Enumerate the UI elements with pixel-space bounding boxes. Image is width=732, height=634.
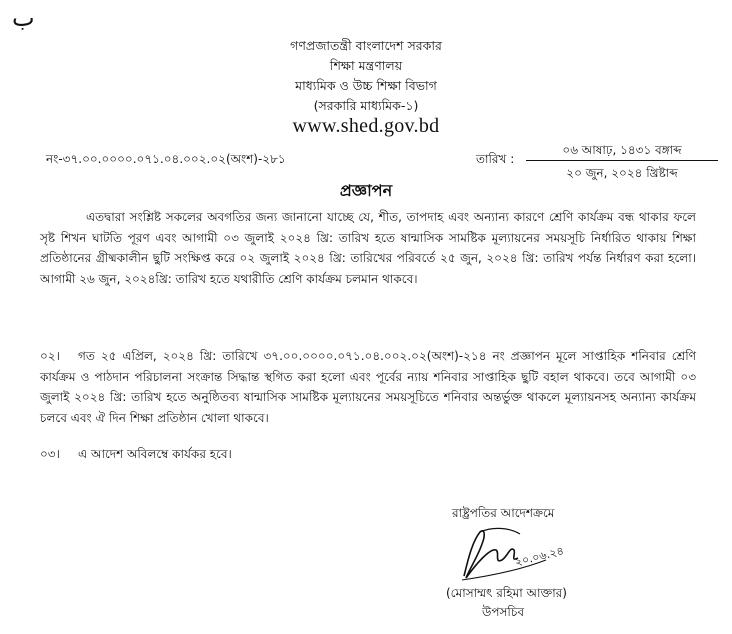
signature-date: ২০.০৬.২৪ [513,544,566,569]
date-label: তারিখ : [476,152,515,166]
signatory-designation: উপসচিব [482,605,525,619]
paragraph-2-text: গত ২৫ এপ্রিল, ২০২৪ খ্রি: তারিখে ৩৭.০০.০০০০.০৭১.০৪.০০২.০২(অংশ)-২১৪ নং প্রজ্ঞাপন মূলে সাপ্তাহিক শনিবার শ্রেণি কার্যক্রম ও পাঠদান পরিচালনা সংক্রান্ত সিদ্ধান্ত স্থগিত করা হলো এবং পূর্বের ন্যায় শনিবার সাপ্তাহিক ছুটি বহাল থাকবে। তবে আগামী ০৩ জুলাই ২০২৪ খ্রি: তারিখ হতে অনুষ্ঠিতব্য ষান্মাসিক সামষ্টিক মূল্যায়নের সময়সূচিতে শনিবার অন্তর্ভুক্ত থাকলে মূল্যায়নসহ অন্যান্য কার্যক্রম চলবে এবং ঐ দিন শিক্ষা প্রতিষ্ঠান খোলা থাকবে। [40,349,696,425]
signature-order-line: রাষ্ট্রপতির আদেশক্রমে [452,506,555,520]
header-website: www.shed.gov.bd [292,115,440,137]
date-gregorian: ২০ জুন, ২০২৪ খ্রিষ্টাব্দ [566,166,678,180]
date-bangla: ০৬ আষাঢ়, ১৪৩১ বঙ্গাব্দ [526,141,718,161]
date-block [526,141,718,182]
signatory-name: (মোসাম্মৎ রহিমা আক্তার) [446,586,567,600]
paragraph-3-number: ০৩। [40,447,60,461]
notice-title: প্রজ্ঞাপন [339,181,393,200]
reference-number: নং-৩৭.০০.০০০০.০৭১.০৪.০০২.০২(অংশ)-২৮১ [46,152,286,166]
paragraph-3-text: এ আদেশ অবিলম্বে কার্যকর হবে। [78,447,232,461]
header-ministry: শিক্ষা মন্ত্রণালয় [329,58,403,73]
paragraph-2 [40,346,696,428]
header-government: গণপ্রজাতন্ত্রী বাংলাদেশ সরকার [290,38,442,53]
header-division: মাধ্যমিক ও উচ্চ শিক্ষা বিভাগ [295,78,437,93]
paragraph-2-number: ০২। [40,349,60,363]
handwritten-signature [450,520,590,586]
paragraph-1: এতদ্বারা সংশ্লিষ্ট সকলের অবগতির জন্য জানানো যাচ্ছে যে, শীত, তাপদাহ এবং অন্যান্য কারণে শ্রেণি কার্যক্রম বন্ধ থাকার ফলে সৃষ্ট শিখন ঘাটতি পূরণ এবং আগামী ০৩ জুলাই ২০২৪ খ্রি: তারিখ হতে ষান্মাসিক সামষ্টিক মূল্যায়নের সময়সূচি নির্ধারিত থাকায় শিক্ষা প্রতিষ্ঠানের গ্রীষ্মকালীন ছুটি সংক্ষিপ্ত করে ০২ জুলাই ২০২৪ খ্রি: তারিখের পরিবর্তে ২৫ জুন, ২০২৪ খ্রি: তারিখ পর্যন্ত নির্ধারণ করা হলো। আগামী ২৬ জুন, ২০২৪খ্রি: তারিখ হতে যথারীতি শ্রেণি কার্যক্রম চলমান থাকবে। [40,210,696,286]
header-section: (সরকারি মাধ্যমিক-১) [313,98,419,113]
corner-mark: ب [12,4,35,32]
paragraph-3 [40,444,696,465]
